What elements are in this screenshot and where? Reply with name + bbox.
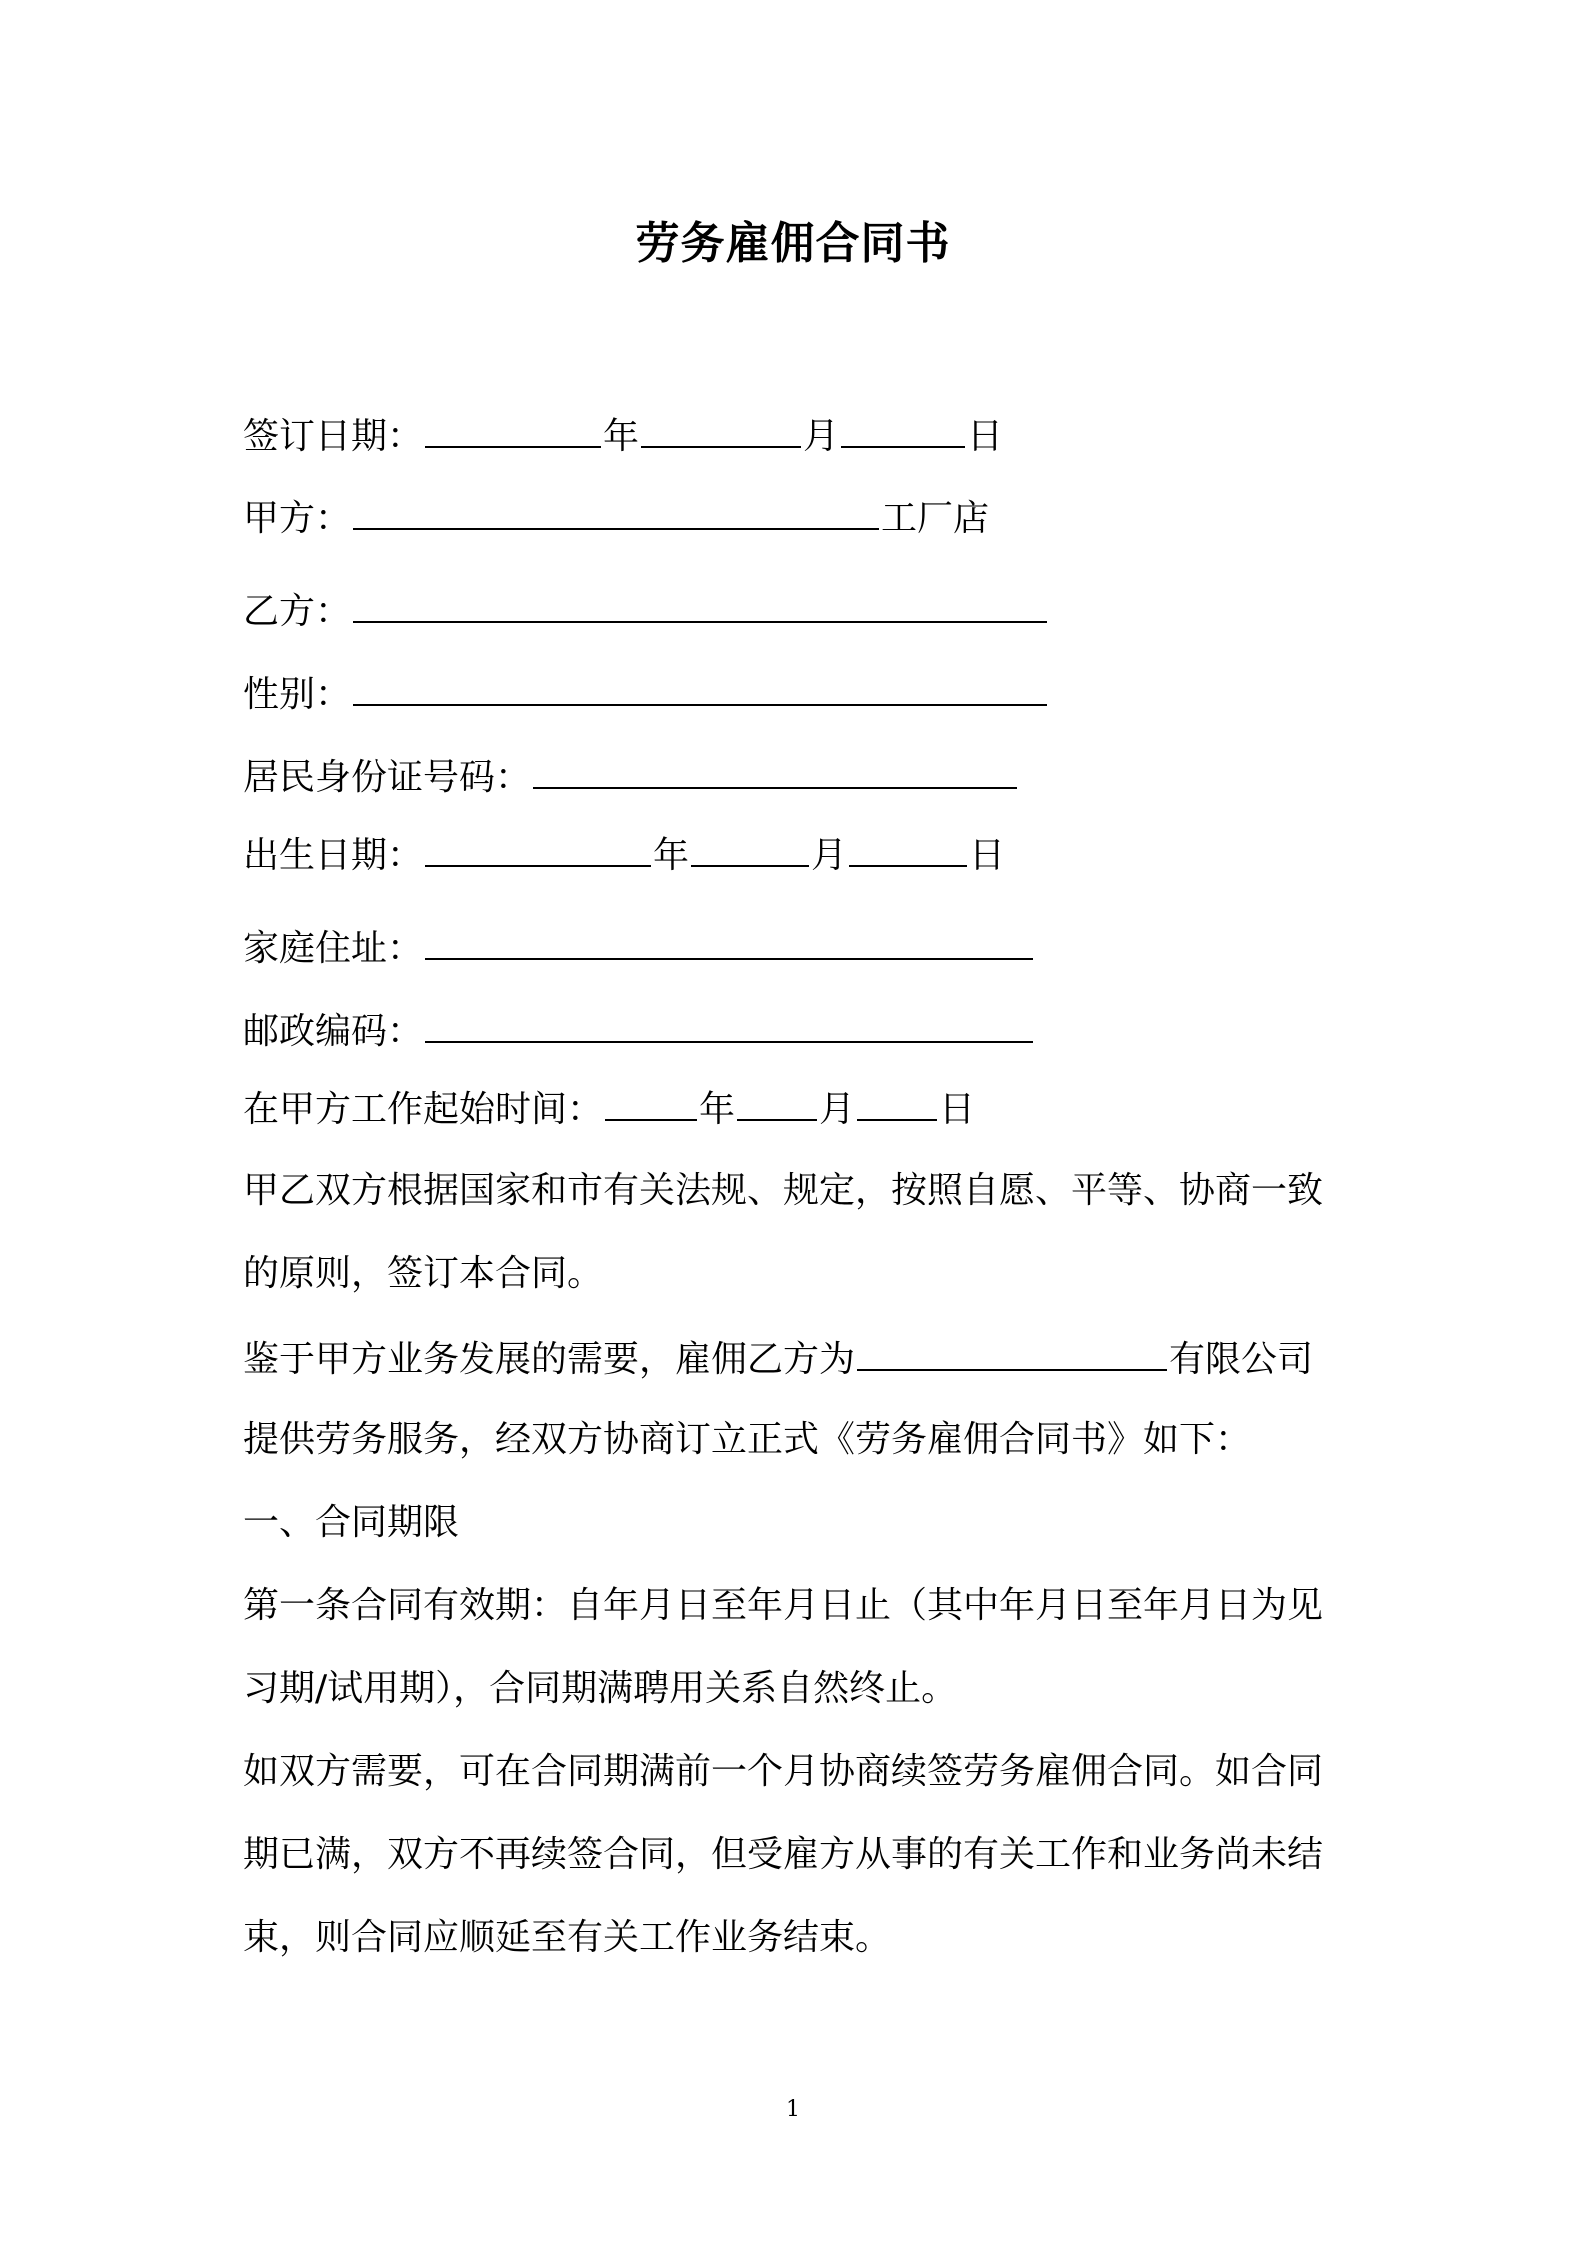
day-unit: 日 <box>967 416 1004 457</box>
year-unit: 年 <box>653 835 690 876</box>
document-title: 劳务雇佣合同书 <box>635 218 951 269</box>
postal-code-blank[interactable] <box>425 1005 1033 1043</box>
birth-date-label: 出生日期： <box>243 835 424 876</box>
article-1-line-2: 习期/试用期），合同期满聘用关系自然终止。 <box>243 1668 958 1709</box>
day-unit: 日 <box>969 835 1006 876</box>
start-date-day-blank[interactable] <box>857 1083 937 1121</box>
sign-date-month-blank[interactable] <box>641 410 801 448</box>
section-1-heading: 一、合同期限 <box>243 1502 460 1543</box>
party-a-label: 甲方： <box>243 498 352 539</box>
postal-code-line <box>243 1005 1035 1056</box>
birth-date-month-blank[interactable] <box>691 829 809 867</box>
birth-date-line <box>243 829 1005 880</box>
sign-date-line <box>243 410 1003 461</box>
postal-code-label: 邮政编码： <box>243 1011 424 1052</box>
party-b-line <box>243 585 1049 636</box>
paragraph-3-line-2: 期已满，双方不再续签合同，但受雇方从事的有关工作和业务尚未结 <box>243 1834 1324 1875</box>
start-date-line <box>243 1083 975 1134</box>
article-1-line-1: 第一条合同有效期：自年月日至年月日止（其中年月日至年月日为见 <box>243 1585 1324 1626</box>
paragraph-3-line-1: 如双方需要，可在合同期满前一个月协商续签劳务雇佣合同。如合同 <box>243 1751 1324 1792</box>
day-unit: 日 <box>939 1089 976 1130</box>
year-unit: 年 <box>699 1089 736 1130</box>
gender-line <box>243 668 1049 719</box>
paragraph-1-line-2: 的原则，签订本合同。 <box>243 1253 604 1294</box>
id-number-blank[interactable] <box>533 751 1017 789</box>
party-b-blank[interactable] <box>353 585 1047 623</box>
paragraph-2-line-2: 提供劳务服务，经双方协商订立正式《劳务雇佣合同书》如下： <box>243 1419 1252 1460</box>
paragraph-2-text-after: 有限公司 <box>1169 1339 1314 1380</box>
home-address-line <box>243 922 1035 973</box>
gender-blank[interactable] <box>353 668 1047 706</box>
id-number-label: 居民身份证号码： <box>243 757 532 798</box>
paragraph-3-line-3: 束，则合同应顺延至有关工作业务结束。 <box>243 1917 892 1958</box>
company-name-blank[interactable] <box>857 1333 1167 1371</box>
gender-label: 性别： <box>243 674 352 715</box>
sign-date-day-blank[interactable] <box>841 410 965 448</box>
start-date-year-blank[interactable] <box>605 1083 697 1121</box>
paragraph-2-line-1 <box>243 1333 1313 1384</box>
party-a-suffix: 工厂店 <box>881 498 990 539</box>
birth-date-day-blank[interactable] <box>849 829 967 867</box>
start-date-month-blank[interactable] <box>737 1083 817 1121</box>
paragraph-1-line-1: 甲乙双方根据国家和市有关法规、规定，按照自愿、平等、协商一致 <box>243 1170 1324 1211</box>
home-address-blank[interactable] <box>425 922 1033 960</box>
home-address-label: 家庭住址： <box>243 928 424 969</box>
page-number: 1 <box>786 2097 800 2122</box>
month-unit: 月 <box>803 416 840 457</box>
year-unit: 年 <box>603 416 640 457</box>
birth-date-year-blank[interactable] <box>425 829 651 867</box>
start-date-label: 在甲方工作起始时间： <box>243 1089 604 1130</box>
party-b-label: 乙方： <box>243 591 352 632</box>
id-number-line <box>243 751 1019 802</box>
month-unit: 月 <box>819 1089 856 1130</box>
sign-date-year-blank[interactable] <box>425 410 601 448</box>
party-a-blank[interactable] <box>353 492 879 530</box>
party-a-line <box>243 492 989 543</box>
month-unit: 月 <box>811 835 848 876</box>
paragraph-2-text-before: 鉴于甲方业务发展的需要，雇佣乙方为 <box>243 1339 856 1380</box>
sign-date-label: 签订日期： <box>243 416 424 457</box>
